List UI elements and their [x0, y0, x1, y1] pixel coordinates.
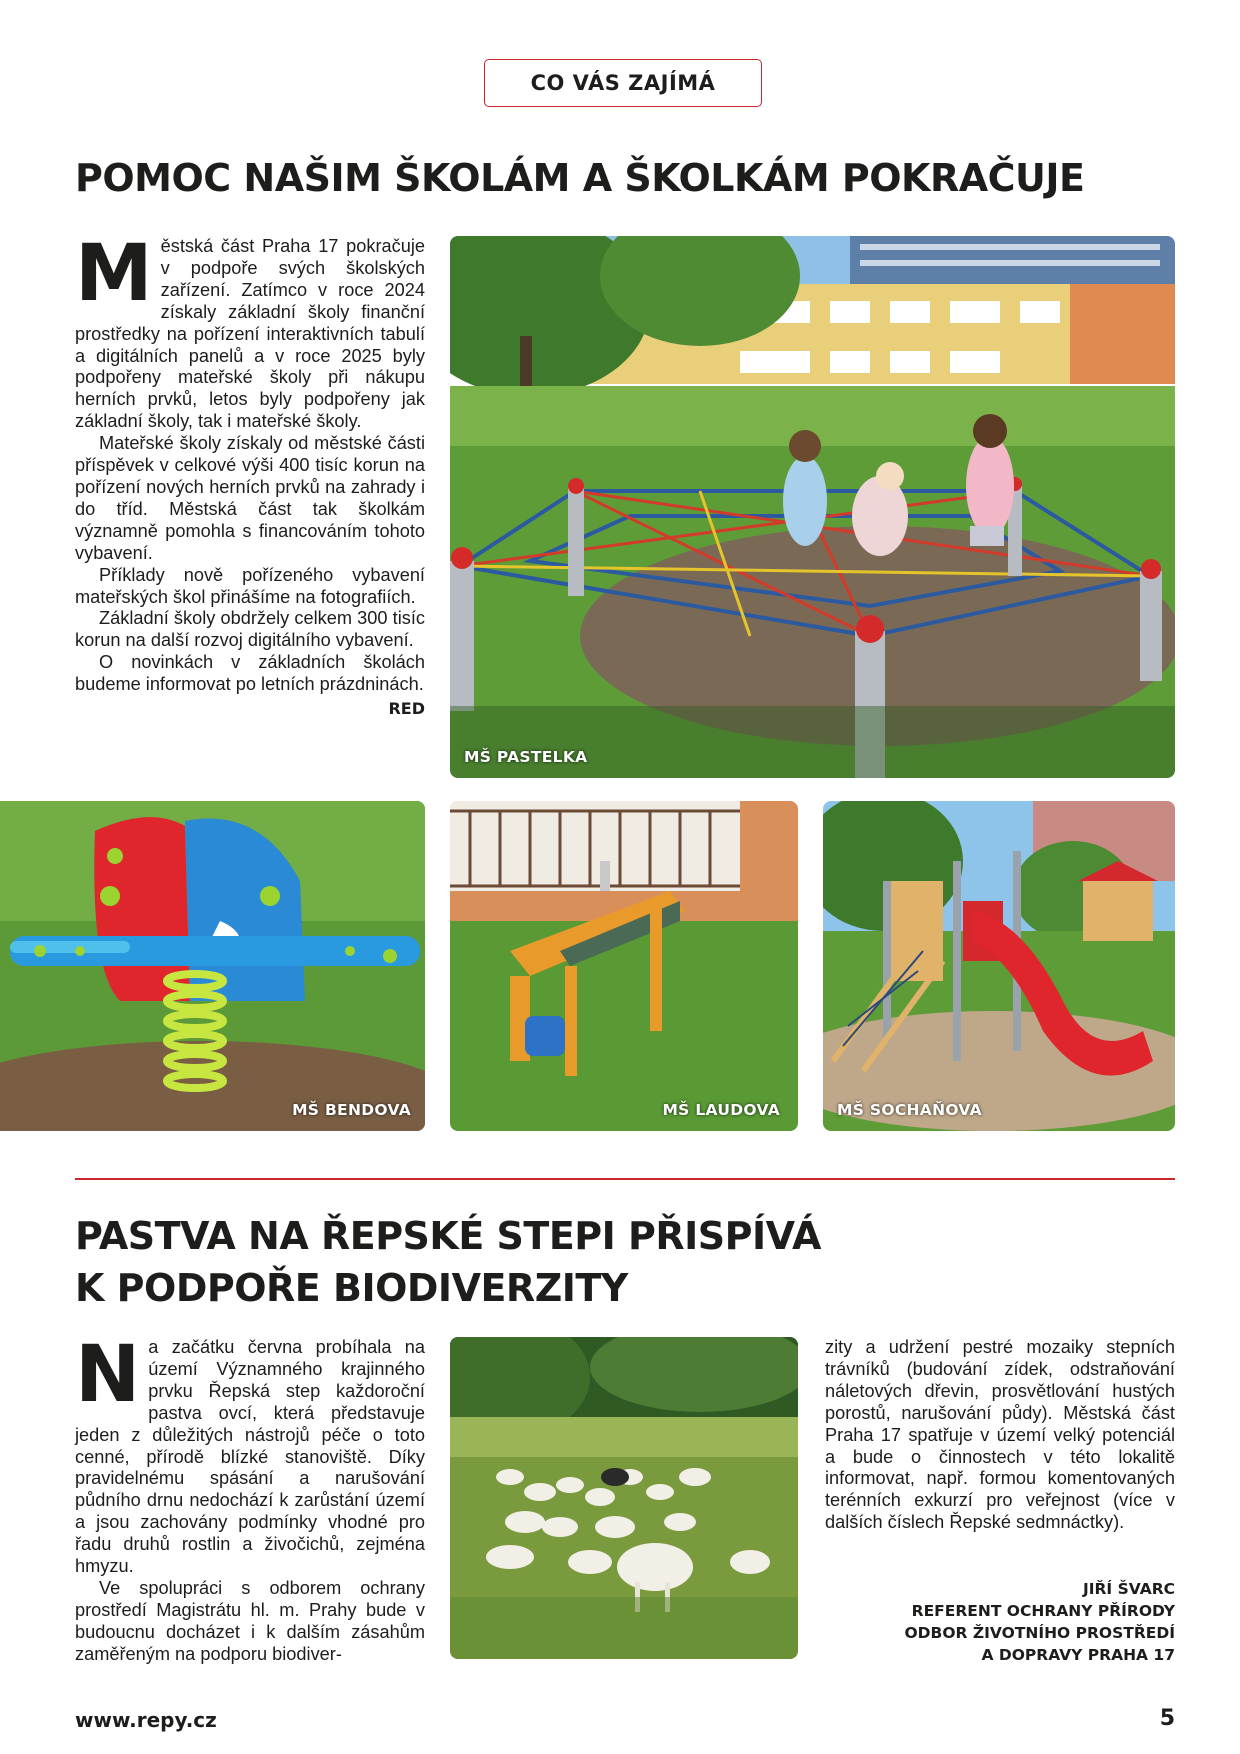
article-2-title: PASTVA NA ŘEPSKÉ STEPI PŘISPÍVÁ K PODPOŘE BIODIVERZITY: [75, 1214, 821, 1310]
author-dept: A DOPRAVY PRAHA 17: [981, 1646, 1175, 1664]
water-play-table-image: [450, 801, 798, 1131]
sheep-grazing-image: [450, 1337, 798, 1659]
article-1-signature: RED: [388, 699, 425, 719]
dropcap: N: [75, 1330, 141, 1420]
article-1-paragraph: Základní školy obdržely celkem 300 tisíc korun na další rozvoj digitálního vybavení.: [75, 608, 425, 651]
article-2-paragraph: zity a udržení pestré mozaiky stepních trávníků (budování zídek, odstraňování náletových dřevin, prosvětlování hustých porostů, narušování půdy). Městská část Praha 17 spatřuje v území velký potenciál a bude o činnostech v této lokalitě informovat, např. formou komentovaných terénních exkurzí pro veřejnost (více v dalších číslech Řepské sedmnáctky).: [825, 1337, 1175, 1533]
article-1-paragraph: Příklady nově pořízeného vybavení mateřských škol přinášíme na fotografiích.: [75, 564, 425, 607]
photo-ms-sochanova: [823, 801, 1175, 1131]
seesaw-shark-image: [0, 801, 425, 1131]
author-role: REFERENT OCHRANY PŘÍRODY: [911, 1602, 1175, 1620]
article-2-signature: [825, 1578, 1175, 1666]
dropcap: M: [75, 229, 153, 319]
slide-playset-image: [823, 801, 1175, 1131]
photo-ms-pastelka: [450, 236, 1175, 778]
photo-caption: MŠ LAUDOVA: [662, 1101, 780, 1119]
photo-caption: MŠ SOCHAŇOVA: [837, 1101, 982, 1119]
article-2-body-col2: [825, 1337, 1175, 1534]
playground-climbing-net-image: [450, 236, 1175, 778]
article-2-paragraph: Na začátku června probíhala na území Významného krajinného prvku Řepská step každoroční pastva ovcí, která představuje jeden z důležitých nástrojů péče o toto cenné, přírodě blízké stanoviště. Díky pravidelnému spásání a narušování půdního drnu nedochází k zarůstání území a jsou zachovány podmínky vhodné pro řadu druhů rostlin a živočichů, zejména hmyzu.: [75, 1330, 425, 1577]
photo-ms-bendova: [0, 801, 425, 1131]
article-1-paragraph: Městská část Praha 17 pokračuje v podpoře svých školských zařízení. Zatímco v roce 2024 získaly základní školy finanční prostředky na pořízení interaktivních tabulí a digitálních panelů a v roce 2025 byly podpořeny mateřské školy při nákupu herních prvků, letos byly podpořeny jak základní školy, tak i mateřské školy.: [75, 229, 425, 432]
article-1-title: POMOC NAŠIM ŠKOLÁM A ŠKOLKÁM POKRAČUJE: [75, 156, 1085, 200]
section-divider: [75, 1178, 1175, 1180]
footer-website-link[interactable]: www.repy.cz: [75, 1708, 217, 1732]
photo-caption: MŠ BENDOVA: [292, 1101, 411, 1119]
author-name: JIŘÍ ŠVARC: [1082, 1580, 1175, 1598]
article-2-paragraph: Ve spolupráci s odborem ochrany prostředí Magistrátu hl. m. Prahy bude v budoucnu docházet i k dalším zásahům zaměřeným na podporu biodiver-: [75, 1577, 425, 1664]
photo-sheep-grazing: [450, 1337, 798, 1659]
article-1-paragraph: O novinkách v základních školách budeme informovat po letních prázdninách. RED: [75, 652, 425, 719]
page-number: 5: [1159, 1706, 1175, 1731]
photo-ms-laudova: [450, 801, 798, 1131]
photo-caption: MŠ PASTELKA: [464, 748, 588, 766]
section-tag: CO VÁS ZAJÍMÁ: [484, 59, 762, 107]
article-2-body-col1: [75, 1330, 425, 1666]
article-1-body: [75, 229, 425, 720]
author-dept: ODBOR ŽIVOTNÍHO PROSTŘEDÍ: [904, 1624, 1175, 1642]
article-1-paragraph: Mateřské školy získaly od městské části příspěvek v celkové výši 400 tisíc korun na pořízení nových herních prvků na zahrady i do tříd. Městská část tak školkám významně pomohla s financováním tohoto vybavení.: [75, 433, 425, 563]
